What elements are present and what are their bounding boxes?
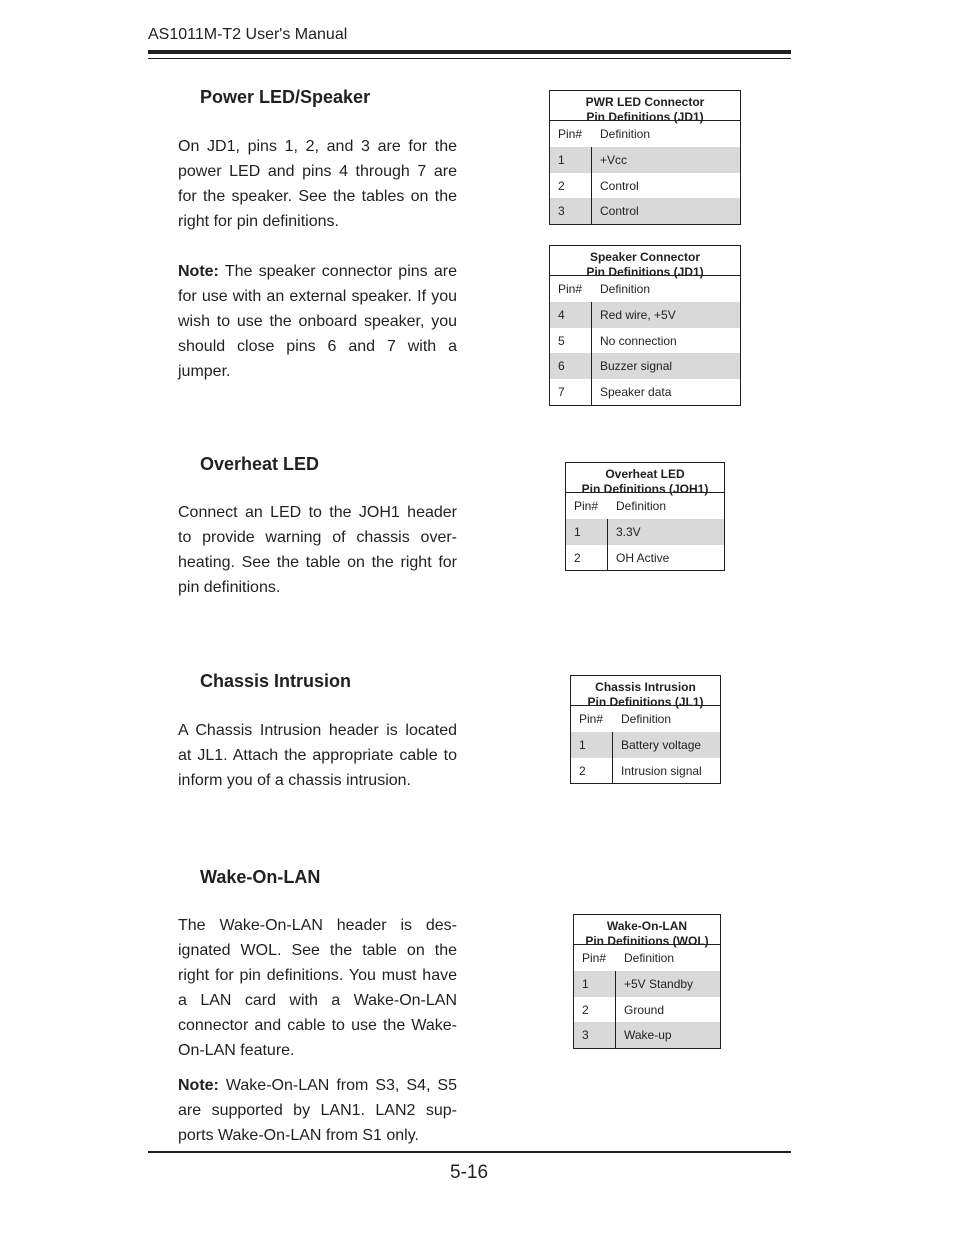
col-header-definition: Definition	[621, 712, 672, 726]
header-rule-thick	[148, 50, 791, 54]
definition-cell: 3.3V	[616, 524, 641, 539]
table-header-row	[550, 121, 740, 147]
definition-cell: Intrusion signal	[621, 763, 702, 778]
manual-title: AS1011M-T2 User's Manual	[148, 26, 348, 43]
table-row	[571, 758, 720, 784]
col-header-definition: Definition	[624, 951, 675, 965]
pin-cell: 3	[574, 1022, 616, 1048]
table-row	[550, 353, 740, 379]
pin-cell: 1	[550, 147, 592, 173]
col-header-pin: Pin#	[582, 951, 607, 965]
section-heading-wake-on-lan: Wake-On-LAN	[200, 867, 321, 887]
note-text: The speaker connector pins are for use with an external speaker. If you wish to use the onboard speaker, you should close pins 6 and 7 with a jumper.	[178, 263, 457, 380]
definition-cell: Buzzer signal	[600, 359, 673, 374]
note-paragraph-wol	[178, 1073, 457, 1148]
col-header-definition: Definition	[600, 127, 651, 141]
pin-cell: 7	[550, 379, 592, 405]
table-title-line1: Chassis Intrusion	[595, 680, 696, 694]
definition-cell: OH Active	[616, 550, 670, 565]
table-row	[571, 732, 720, 758]
note-text: Wake-On-LAN from S3, S4, S5 are supported by LAN1. LAN2 sup-ports Wake-On-LAN from S1 only.	[178, 1077, 457, 1144]
table-row	[550, 173, 740, 199]
paragraph-chassis-intrusion: A Chassis Intrusion header is located at JL1. Attach the appropriate cable to inform you of a chassis intrusion.	[178, 722, 457, 789]
definition-cell: Ground	[624, 1002, 665, 1017]
table-row	[550, 198, 740, 224]
section-heading-chassis-intrusion: Chassis Intrusion	[200, 671, 352, 691]
pin-cell: 2	[550, 173, 592, 199]
definition-cell: No connection	[600, 333, 677, 348]
pin-cell: 4	[550, 302, 592, 328]
note-label: Note:	[178, 1077, 219, 1094]
col-header-definition: Definition	[600, 282, 651, 296]
definition-cell: +Vcc	[600, 152, 628, 167]
pin-cell: 1	[574, 971, 616, 997]
table-title-line2: Pin Definitions (JOH1)	[581, 482, 709, 496]
table-row	[574, 1022, 720, 1048]
table-title-line1: PWR LED Connector	[585, 95, 705, 109]
paragraph-overheat-led: Connect an LED to the JOH1 header to provide warning of chassis over-heating. See the table on the right for pin definitions.	[178, 504, 457, 596]
pin-cell: 6	[550, 353, 592, 379]
definition-cell: Control	[600, 178, 639, 193]
table-row	[566, 519, 724, 545]
definition-cell: Control	[600, 204, 639, 219]
table-title	[550, 91, 740, 124]
pin-cell: 5	[550, 328, 592, 354]
definition-cell: +5V Standby	[624, 976, 694, 991]
col-header-definition: Definition	[616, 499, 667, 513]
note-label: Note:	[178, 263, 219, 280]
col-header-pin: Pin#	[558, 127, 583, 141]
chassis-intrusion-pin-table	[570, 675, 721, 784]
table-row	[550, 147, 740, 173]
note-paragraph-speaker	[178, 259, 457, 384]
paragraph-power-led: On JD1, pins 1, 2, and 3 are for the power LED and pins 4 through 7 are for the speaker. See the tables on the right for pin definitions.	[178, 138, 457, 230]
table-row	[550, 302, 740, 328]
table-header-row	[550, 276, 740, 302]
col-header-pin: Pin#	[574, 499, 599, 513]
definition-cell: Red wire, +5V	[600, 307, 676, 322]
table-title-line1: Wake-On-LAN	[606, 919, 688, 933]
footer-rule	[148, 1151, 791, 1153]
table-row	[566, 545, 724, 571]
section-heading-power-led-speaker: Power LED/Speaker	[200, 87, 371, 107]
definition-cell: Wake-up	[624, 1028, 672, 1043]
table-title	[574, 915, 720, 948]
table-title-line2: Pin Definitions (WOL)	[585, 934, 709, 948]
speaker-pin-table	[549, 245, 741, 406]
table-row	[550, 328, 740, 354]
wake-on-lan-pin-table	[573, 914, 721, 1049]
table-title	[550, 246, 740, 279]
table-row	[550, 379, 740, 405]
table-row	[574, 971, 720, 997]
table-title-line2: Pin Definitions (JD1)	[586, 110, 704, 124]
pin-cell: 1	[566, 519, 608, 545]
definition-cell: Speaker data	[600, 384, 672, 399]
table-title	[571, 676, 720, 709]
pwr-led-pin-table	[549, 90, 741, 225]
pin-cell: 1	[571, 732, 613, 758]
table-title-line1: Speaker Connector	[589, 250, 701, 264]
table-title-line2: Pin Definitions (JD1)	[586, 265, 704, 279]
header-rule-thin	[148, 58, 791, 59]
page-number: 5-16	[450, 1162, 489, 1183]
table-row	[574, 997, 720, 1023]
pin-cell: 2	[574, 997, 616, 1023]
paragraph-wake-on-lan: The Wake-On-LAN header is des-ignated WOL. See the table on the right for pin definitions. You must have a LAN card with a Wake-On-LAN connector and cable to use the Wake-On-LAN feature.	[178, 917, 457, 1059]
pin-cell: 2	[566, 545, 608, 571]
table-title	[566, 463, 724, 496]
pin-cell: 3	[550, 198, 592, 224]
section-heading-overheat-led: Overheat LED	[200, 454, 320, 474]
definition-cell: Battery voltage	[621, 737, 702, 752]
pin-cell: 2	[571, 758, 613, 784]
overheat-led-pin-table	[565, 462, 725, 571]
col-header-pin: Pin#	[579, 712, 604, 726]
col-header-pin: Pin#	[558, 282, 583, 296]
table-title-line2: Pin Definitions (JL1)	[587, 695, 704, 709]
table-title-line1: Overheat LED	[605, 467, 685, 481]
